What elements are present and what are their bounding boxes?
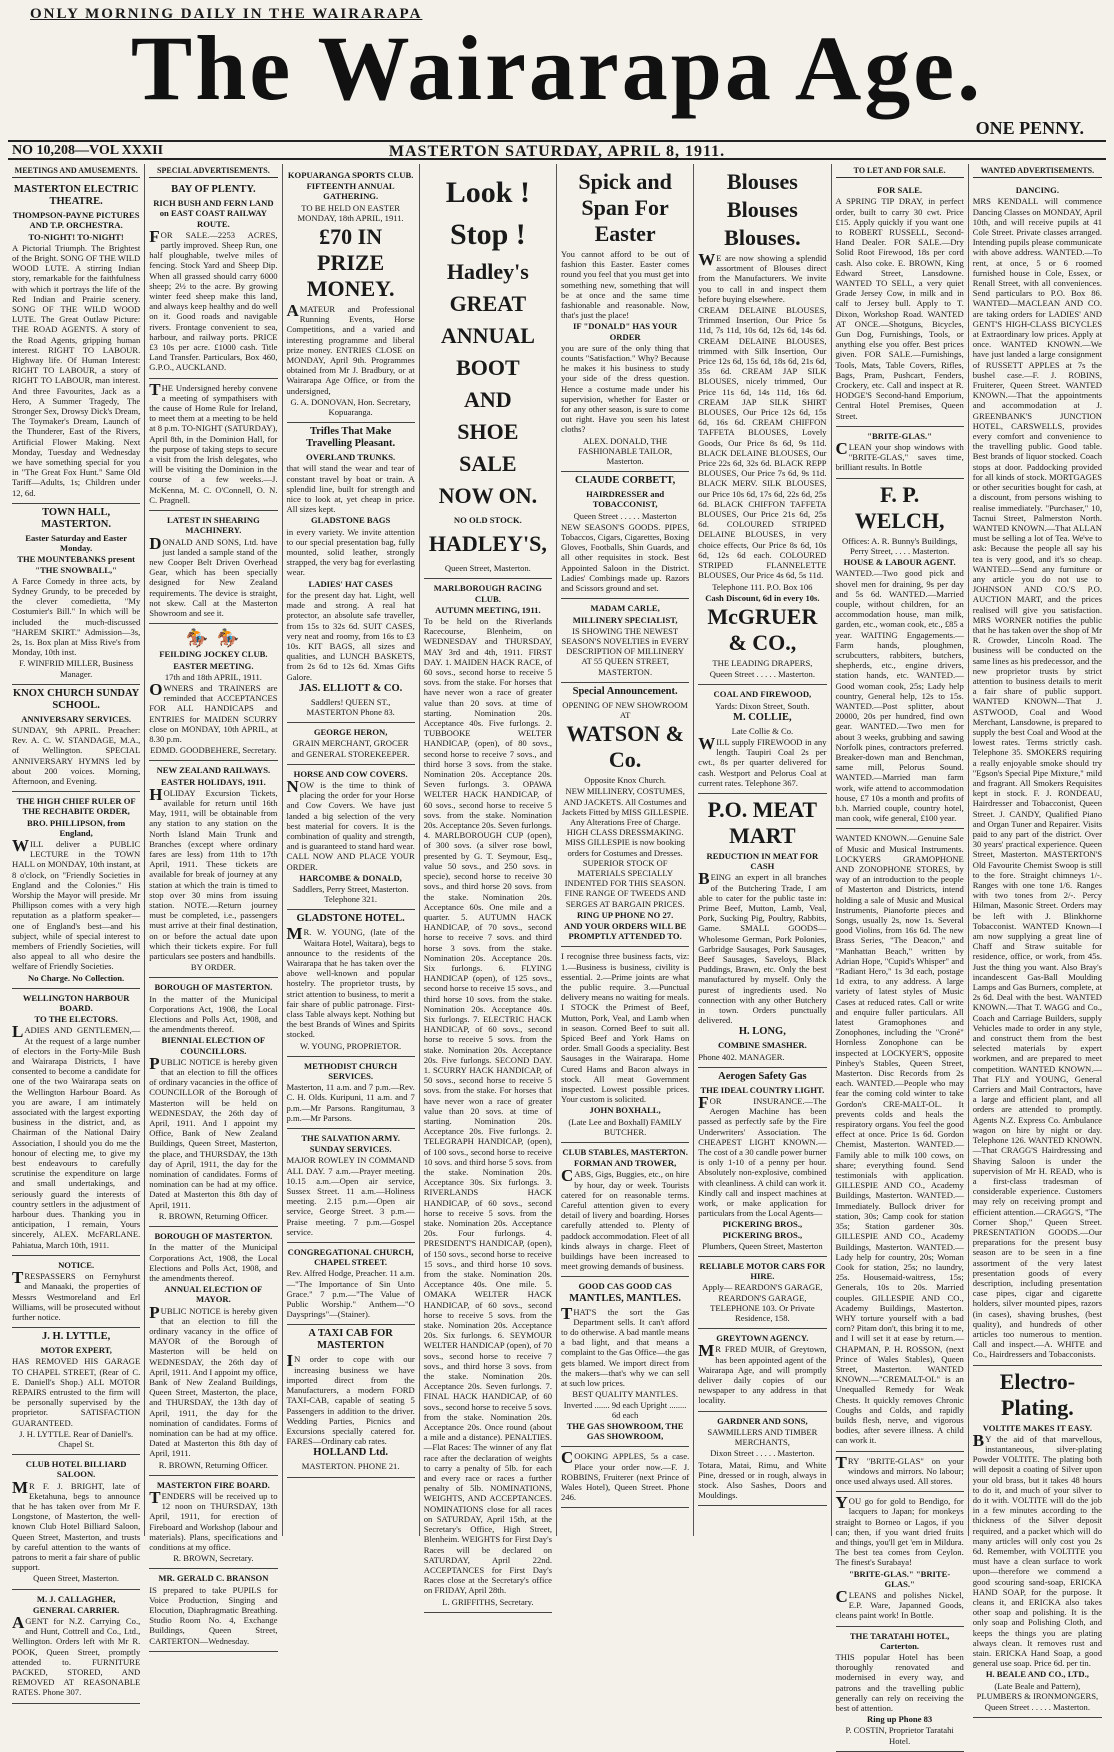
ad-subtitle: BIENNIAL ELECTION OF COUNCILLORS. [161,1035,266,1056]
ad-body: THIS popular Hotel has been thoroughly renovated and modernised in every way, and patrons and the travelling public generally can rely on receiving the best of attention. [835,1652,964,1714]
ad-body: FOR SALE.—2253 ACRES, partly improved. Sheep Run, one half ploughable, twelve miles of fencing. Stock Yard and Sheep Dip. When all grassed should carry 6000 sheep; 2½ to the acre. By growing winter feed sheep make this land, and always keep healthy and do well on it. Good roads and navigable rivers. Frontage convenient to sea, harbour, and railway ports. PRICE £3 10s per acre. £1000 cash. Title Land Transfer. Particulars, Box 460, G.P.O., AUCKLAND. [149,226,278,373]
ad-title: M. J. CALLAGHER, [36,1593,116,1604]
ad-title: HORSE AND COW COVERS. [293,768,408,779]
ad-address: Queen Street . . . . . Masterton. [984,1702,1090,1713]
ad-body: YOU go for gold to Bendigo, for lacquers to Japan; for monkeys straight to Borneo or Lagos, if you can; then, if you want dried fruits and things, you'll get 'em in Mildura. The best tea comes from Ceylon. The finest's Surabaya! [835,1493,964,1568]
ad-taratahi-hotel [836,1627,964,1752]
ad-body: TRESPASSERS on Fernyhurst and Manaaki, the properties of Messrs Westmoreland and Erl Williams, will be prosecuted without further notice. [12,1268,141,1322]
ad-methodist-church [287,1057,415,1129]
ad-title: Blouses [726,169,798,194]
ad-title: FOR SALE. [877,185,923,196]
ad-shearing-machinery [149,511,277,624]
ad-body: To be held on the Riverlands Racecourse, Blenheim, on WEDNESDAY and THURSDAY, MAY 3rd and 4th, 1911. FIRST DAY. 1. MAIDEN HACK RACE, of 60 sovs., second horse to receive 5 sovs. from the stake. For horses that have never won a race of greater value than 20 sovs. at time of starting. Nomination 20s. Acceptance 40s. Five furlongs. 2. TUBBOOKE WELTER HANDICAP, (open), of 80 sovs., second horse to receive 7 sovs., and third horse 3 sovs. from the stake. Nomination 20s. Acceptance 20s. Seven furlongs. 3. OPAWA WELTER HACK HANDICAP, of 60 sovs., second horse to receive 5 sovs. from the stake. Nomination 20s. Acceptance 20s. Seven furlongs. 4. MARLBOROUGH CUP (open), of 300 sovs. (a silver rose bowl, presented by G. T. Seymour, Esq., value 50 sovs., and 250 sovs. in specie), second horse to receive 30 sovs., and third horse 20 sovs. from the stake. Nomination 20s. Acceptance 60s. One mile and a quarter. 5. AUTUMN HACK HANDICAP, of 70 sovs., second horse to receive 7 sovs. and third horse 3 sovs. from the stake. Nomination 20s. Acceptance 20s. Six furlongs. 6. FLYING HANDICAP (open), of 125 sovs., second horse to receive 15 sovs., and third horse 10 sovs. from the stake. Nomination 20s. Acceptance 40s. Six furlongs. 7. ELECTRIC HACK HANDICAP, of 60 sovs., second horse to receive 5 sovs. from the stake. Nomination 20s. Acceptance 20s. Five furlongs. SECOND DAY. 1. SCURRY HACK HANDICAP, of 50 sovs., second horse to receive 5 sovs. from the stake. For horses that have never won a race of greater value than 20 sovs. at time of starting. Nomination 20s. Acceptance 20s. Five furlongs. 2. TELEGRAPH HANDICAP, (open), of 100 sovs., second horse to receive 10 sovs. and third horse 5 sovs. from the stake. Nomination 20s. Acceptance 30s. Six furlongs. 3. RIVERLANDS HACK HANDICAP, of 60 sovs., second horse to receive 5 sovs. from the stake. Nomination 20s. Acceptance 20s. Four furlongs. 4. PRESIDENT'S HANDICAP, (open), of 150 sovs., second horse to receive 15 sovs., and third horse 10 sovs. from the stake. Nomination 20s. Acceptance 40s. One mile. 5. OMAKA WELTER HACK HANDICAP, of 60 sovs., second horse to receive 5 sovs. from the stake. Nomination 20s. Acceptance 20s. Six furlongs. 6. SEYMOUR WELTER HANDICAP (open), of 70 sovs., second horse to receive 7 sovs., and third horse 3 sovs. from the stake. Nomination 20s. Acceptance 20s. Seven furlongs. 7. FINAL HACK HANDICAP, of 60 sovs., second horse to receive 5 sovs. from the stake. Nomination 20s. Acceptance 20s. Once round (about a mile and a distance). PENALTIES.—Flat Races: The winner of any flat race after the declaration of weights to carry a penalty of 5lb. for each and every race or races a further penalty of 5lb. NOMINATIONS, WEIGHTS, AND ACCEPTANCES. NOMINATIONS close for all races on SATURDAY, April 15th, at the Secretary's Office, High Street, Blenheim. WEIGHTS for First Day's Races will be declared on SATURDAY, April 22nd. ACCEPTANCES for First Day's Races close at the Secretary's office on FRIDAY, April 28th. [423,616,552,1596]
ad-brite-glas [836,427,964,479]
ad-signature: THE GAS SHOWROOM, THE GAS SHOWROOM, [566,1420,684,1442]
issue-number: NO 10,208—VOL XXXII [12,143,164,158]
ad-body: WANTED.—Two good pick and shovel men for draining, 9s per day and 5s 6d. WANTED.—Married couple, without children, for an accommodation house, man milk, garden, etc., woman cook, etc., £85 a year. WAITING Engagements.—Farm hands, ploughmen, scrubcutters, rabbiters, butchers, shepherds, etc., engine drivers, station hands, etc. WANTED.—Good woman cook, 25s; Lady help country, General help, 12s to 15s. WANTED.—Post splitter, about 20000, 20s per hundred, find own gear. WANTED.—Two men for about 3 weeks, grubbing and sawing Norfolk pines, contractors preferred. Breaker-down man and Benchman, same mill, Pelorus Sound. WANTED.—Married man farm work, wife attend to accommodation house, £7 10s a month and profits of b.h. Married couple, country hotel, man cook, wife general, £100 year. [835,568,964,824]
ad-body: for the present day hat. Light, well made and strong. A real hat protector, an absolute safe traveller, from 15s to 32s 6d. SUIT CASES, very neat and roomy, from 16s to £3 10s. KIT BAGS, all sizes and qualities, and LUNCH BASKETS, from 2s 6d to 12s 6d. Xmas Gifts Galore. [286,589,415,682]
ad-bendigo-gold [836,1492,964,1626]
headline-look: Look ! [445,176,530,209]
ad-subtitle: (Late Lee and Boxhall) FAMILY BUTCHER. [568,1116,682,1137]
ad-for-sale [836,181,964,427]
ad-body: MR. W. YOUNG, (late of the Waitara Hotel, Waitara), begs to announce to the residents of the Wairarapa that he has taken over the above well-known and popular hostelry. The proprietor trusts, by strict attention to business, to merit a fair share of public patronage. First-class Table always kept. Nothing but the best Brands of Wines and Spirits stocked. [286,924,415,1040]
ad-signature: G. A. DONOVAN, Hon. Secretary, Kopuaranga. [290,396,411,418]
ad-title: METHODIST CHURCH SERVICES. [304,1060,398,1082]
ad-title: GOOD CAS GOOD CAS [578,1281,672,1292]
ad-title: BAY OF PLENTY. [171,184,256,196]
ad-councillor-election [149,978,277,1227]
ad-bay-of-plenty [149,181,277,378]
ad-signature: P. COSTIN, Proprietor Taratahi Hotel. [845,1725,954,1746]
ad-title: MASTERTON ELECTRIC THEATRE. [13,184,139,208]
ad-address: Plumbers, Queen Street, Masterton [702,1240,823,1251]
ad-title: KOPUARANGA SPORTS CLUB. [287,170,414,180]
ad-title: GEORGE HERON, [313,727,388,738]
ad-body: CLEANS and polishes Nickel, E.P. Ware, Japanned Goods, cleans paint work! In Bottle. [835,1587,964,1621]
ad-try-brite-glas [836,1452,964,1493]
ad-title: JAS. ELLIOTT & CO. [298,682,403,694]
ad-subtitle: ANNIVERSARY SERVICES. [21,713,132,724]
ad-subtitle: OVERLAND TRUNKS. [306,452,396,463]
ad-signature: Queen Street, Masterton. [33,1573,120,1584]
ad-body: MAJOR ROWLEY IN COMMAND ALL DAY. 7 a.m.—Prayer meeting. 10.15 a.m.—Open air service, Sussex Street. 11 a.m.—Holiness meeting. 2.15 p.m.—Open air service, George Street. 3 p.m.—Praise meeting. 7 p.m.—Gospel service. [286,1155,415,1237]
ad-subtitle: GLADSTONE BAGS [310,515,391,526]
ad-subtitle: AND YOUR ORDERS WILL BE PROMPTLY ATTENDED TO. [564,920,687,942]
ad-knox-church [12,685,140,792]
ad-subtitle: THE LEADING DRAPERS, [712,657,813,668]
dateline [8,140,1106,160]
ad-coal-firewood [698,685,826,794]
ad-aerogen-gas [698,1068,826,1257]
ad-body: MR F. J. BRIGHT, late of Eketahuna, begs to announce that he has taken over from Mr F. Longstone, of Masterton, the well-known Club Hotel Billiard Saloon, Queen Street, Masterton, and trusts by careful attention to the wants of patrons to merit a fair share of public support. [12,1477,141,1573]
ad-body: LADIES AND GENTLEMEN,— At the request of a large number of electors in the Forty-Mile Bush and Wairarapa Districts, I have consented to become a candidate for one of the two Wairarapa seats on the Wellington Harbour Board. As you are aware, I am intimately associated with the largest exporting business in the district, and, as Chairman of the National Dairy Association, I should you do me the honour of electing me, to give my best endeavours to carefully scrutinise the expenditure on large and small undertakings, and seriously guard the interests of country settlers in the adjustment of harbour dues. Thanking you in anticipation, I remain, Yours sincerely, ALEX. McFARLANE. Pahiatua, March 10th, 1911. [12,1022,141,1250]
ad-title: CONGREGATIONAL CHURCH, CHAPEL STREET. [287,1247,414,1268]
ad-title: GARDNER AND SONS, [717,1415,808,1426]
ad-blouses [698,166,826,685]
ad-subtitle: THE MOUNTEBANKS present "THE SNOWBALL," [17,554,136,575]
ad-address: Queen Street . . . . . Masterton. [709,669,815,680]
ad-body: AGENT for N.Z. Carrying Co., and Hunt, Cottrell and Co., Ltd., Wellington. Orders left with Mr R. POOK, Queen Street, promptly attended to. FURNITURE PACKED, STORED, AND REMOVED AT REASONABLE RATES. Phone 307. [12,1612,141,1698]
ad-body: Masterton, 11 a.m. and 7 p.m.—Rev. C. H. Olds. Kuripuni, 11 a.m. and 7 p.m.—Mr Parsons. Rangitumau, 3 p.m.—Mr Parsons. [286,1082,415,1123]
ad-subtitle: MILLINERY SPECIALIST, [572,614,678,625]
ad-gas-mantles [561,1277,689,1447]
ad-title: THE TARATAHI HOTEL, Carterton. [849,1630,950,1651]
ad-title: PICKERING BROS., PICKERING BROS., [722,1219,803,1240]
column-7 [832,164,969,1746]
ad-subtitle: EASTER HOLIDAYS, 1911. [161,776,266,787]
ad-subtitle: LADIES' HAT CASES [308,578,393,589]
masthead-tagline: ONLY MORNING DAILY IN THE WAIRARAPA [30,6,423,22]
ad-signature: J. H. LYTTLE. Rear of Daniell's. Chapel St. [19,1428,134,1449]
ad-body: in every variety. We invite attention to our special presentation bag, fully mounted, solid leather, strongly strapped, the very bag for everlasting wear. [286,526,415,578]
headline-hadleys-name: HADLEY'S, [428,531,547,557]
ad-title: Spick and Span For Easter [578,169,672,246]
ad-marlborough-racing [424,579,552,1612]
ad-subtitle: THE IDEAL COUNTRY LIGHT. [700,1084,825,1095]
ad-body: COOKING APPLES, 5s a case. Place your order now.—F. J. ROBBINS, Fruiterer (next Prince of Wales Hotel), Queen Street. Phone 246. [561,1448,690,1503]
ad-address: Queen Street . . . . . Masterton [573,510,677,521]
ad-subtitle: TO-NIGHT! TO-NIGHT! [28,231,124,242]
ad-electro-plating [973,1366,1102,1719]
ad-horse-covers [287,765,415,911]
headline-boot: BOOT [456,355,520,380]
ad-body: that will stand the wear and tear of constant travel by boat or train. A splendid line, built for strength and nice to look at, yet cheap in price. All sizes kept. [286,463,415,515]
ad-subtitle: FIFTEENTH ANNUAL GATHERING. [306,181,395,202]
ad-body: SUNDAY, 9th APRIL. Preacher: Rev. A. C. W. STANDAGE, M.A., of Wellington. SPECIAL ANNIVERSARY HYMNS led by about 200 voices. Morning, Afternoon, and Evening. [12,724,141,786]
ad-subtitle: AUTUMN MEETING, 1911. [435,604,541,615]
ad-phone: RING UP PHONE NO 27. [577,909,674,920]
ad-body: IS SHOWING THE NEWEST SEASON'S NOVELTIES in EVERY DESCRIPTION OF MILLINERY AT 55 QUEEN STREET, MASTERTON. [561,625,689,677]
column-heading: WANTED ADVERTISEMENTS. [973,166,1102,178]
ad-town-hall [12,504,140,685]
ad-nz-railways [149,761,277,978]
column-3 [283,164,420,1536]
ad-title: RELIABLE MOTOR CARS FOR HIRE. [699,1261,826,1282]
ad-signature: R. BROWN, Returning Officer. [158,1210,268,1221]
ad-title: BOROUGH OF MASTERTON. [154,982,273,993]
ad-subtitle: THE HIGH CHIEF RULER OF THE RECHABITE ORDER, [16,796,136,817]
ad-body: You cannot afford to be out of fashion this Easter. Easter comes round you feel that you must get into something new, something that will be at once and the same time fashionable and reasonable. Now, that's just the place! [561,249,690,321]
column-5 [557,164,694,1536]
ad-body: IS prepared to take PUPILS for Voice Production, Singing and Elocution, Diaphragmatic Breathing. Studio Room No. 4, Exchange Buildings, Queen Street, CARTERTON—Wednesday. [149,1584,278,1646]
ad-madam-carle [561,599,689,682]
ad-congregational-church [287,1243,415,1325]
ad-body: PUBLIC NOTICE is hereby given that an election to fill the offices of ordinary vacancies in the office of COUNCILLOR of the Borough of Masterton will be held on WEDNESDAY, the 26th day of April, 1911. And I appoint my Office, Bank of New Zealand Buildings, Queen Street, Masterton, the place, and THURSDAY, the 13th day of April, 1911, the day for the nomination of candidates. Forms of nomination can be had at my office. Dated at Masterton this 8th day of April, 1911. [149,1053,278,1210]
ad-address: Offices: A. R. Bunny's Buildings, Perry Street, . . . . Masterton. [841,535,958,556]
ad-title: Blouses. [724,225,801,250]
ad-title: Trifles That Make Travelling Pleasant. [306,426,396,450]
ad-title: MANTLES, MANTLES. [569,1292,681,1304]
ad-body: NEW SEASON'S GOODS. PIPES, Tobaccos, Cigars, Cigarettes, Boxing Gloves, Footballs, Shin Guards, and all other requisites in stock. Best Appointed Saloon in the District. Ladies' Combings made up. Razors and Scissors ground and set. [561,521,690,594]
ad-title: MR. GERALD C. BRANSON [158,1573,269,1584]
ad-taxi-cab [287,1325,415,1477]
column-8 [969,164,1106,1713]
ad-title: MASTERTON FIRE BOARD. [156,1479,270,1490]
ad-body: Totara, Matai, Rimu, and White Pine, dressed or in rough, always in stock. Also Sashes, Doors and Mouldings. [698,1459,827,1501]
ad-branson-pupils [149,1569,277,1651]
ad-subtitle: IF "DONALD" HAS YOUR ORDER [573,321,678,342]
ad-lyttle-motor [12,1328,140,1455]
ad-subtitle: EASTER MEETING. [173,660,254,671]
newspaper-title: The Wairarapa Age. [130,17,984,119]
ad-signature: BY ORDER. [190,962,236,973]
ad-subtitle: RICH BUSH AND FERN LAND on EAST COAST RAILWAY ROUTE. [153,198,274,229]
ad-body: AMATEUR and Professional Running Events, Horse Competitions, and a varied and interesting programme and liberal prize money. ENTRIES CLOSE on MONDAY, April 9th. Programmes obtained from Mr J. Bradbury, or at Wairarapa Age Office, or from the undersigned, [286,301,415,396]
ad-body: WILL supply FIREWOOD in any length. Taupiri Coal 2s per cwt., 8s per quarter delivered for cash. Westport and Pelorus Coal at current rates. Telephone 367. [698,733,827,788]
ad-subtitle: Late Collie & Co. [731,725,794,736]
ad-phone: Ring up Phone 83 [867,1714,933,1725]
ad-title: WELLINGTON HARBOUR BOARD. [22,992,130,1014]
ad-club-hotel-billiards [12,1455,140,1589]
ad-body: THE Undersigned hereby convene a meeting of sympathisers with the cause of Home Rule for Ireland, to meet them at a meeting to be held at 8 p.m. TO-NIGHT (SATURDAY), April 8th, in the Dominion Hall, for the purpose of taking steps to secure a visit from the Irish delegates, who will be visiting the Dominion in the course of a few weeks.—J. McKenna, M. C. O'Connell, O. N. C. Pragnell. [149,379,278,505]
ad-motor-cars-hire [698,1257,826,1329]
ad-title: COAL AND FIREWOOD, [713,689,812,700]
ad-body: FOR INSURANCE.—The Aerogen Machine has been passed as perfectly safe by the Fire Underwriters' Association. The CHEAPEST LIGHT KNOWN.—The cost of a 30 candle power burner is only 1-10 of a penny per hour. Absolutely non-explosive, combined with cleanliness. A child can work it. Kindly call and inspect machines at work, or make application for particulars from the Local Agents— [698,1093,827,1219]
ad-title: CLAUDE CORBETT, [575,475,676,487]
blouse-price-list: CREAM DELAINE BLOUSES, Trimmed Insertion, Our Price 5s 11d, 7s 11d, 10s 6d, 12s 6d, 14s 6d. CREAM DELAINE BLOUSES, trimmed with Silk Insertion, Our Price 12s 6d, 15s 6d, 18s 6d, 21s 6d, 35s 6d. CREAM JAP SILK BLOUSES, nicely trimmed, Our Price 11s 6d, 14s 11d, 16s 6d. CREAM JAP SILK SHIRT BLOUSES, Our Price 12s 6d, 15s 6d, 16s 6d. CREAM CHIFFON TAFFETA BLOUSES, Lovely Goods, Our Price 8s 6d, 9s 11d. BLACK DELAINE BLOUSES, Our Price 22s 6d, 32s 6d. BLACK REPP BLOUSES, Our Price 7s 6d, 9s 11d. BLACK MERV. SILK BLOUSES, our Price 10s 6d, 17s 6d, 22s 6d, 25s 6d. BLACK CHIFFON TAFFETA BLOUSES, Our Price 21s 6d, 25s 6d. COLOURED STRIPED DELAINE BLOUSES, in very choice effects, Our Price 8s 6d, 10s 6d, 12s 6d each. COLOURED STRIPED FLANNELETTE BLOUSES, Our Price 4s 6d, 5s 11d. [698,305,827,581]
ad-title: H. BEALE AND CO., LTD., [985,1669,1089,1680]
ad-body: WANTED KNOWN.—Genuine Sale of Music and Musical Instruments. LOCKYERS GRAMOPHONE AND ZONOPHONE STORES, by way of an introduction to the people of Masterton and Districts, intend holding a sale of Music and Musical Instruments, Pianoforte pieces and Songs, usually 2s, now 1s. Several good Violins, from 16s 6d. The new Brass Series, "The Deacon," and "Manhattan Beach," written by Adrian Hope, "Cupid's Whisper" and "Radiant Hero," 1s 3d each, postage 1d extra, to any address. A large variety of latest styles of Music Cases at reduced rates. Call or write and enquire fuller particulars. All latest Gramophones and Zonophones, including the "Croné" Hornless Zonophone can be inspected at LOCKYER'S, opposite Pinhey's Stables, Queen Street, Masterton. Disc Records from 2s each. WANTED.—People who may fear the coming cold winter to take Gordon's CRE-MALT-OL. It prevents colds and heals the respiratory organs. You feel the good effect at once. Price 1s 6d. Gordon Chemist, Masterton. WANTED.—Family able to milk 100 cows, on share; everything found. Send testimonials with application. GILLESPIE AND CO., Academy Buildings, Masterton. WANTED.—Immediately. Bullock driver for station, 30s; Camp cook for station 35s; Station gardener 30s. GILLESPIE AND CO., Academy Buildings, Masterton. WANTED.—Lady help for country, 20s; Woman Cook for station, 25s; no laundry, 25s. Housemaid-waitress, 15s; Generals, 10s to 20s. Married couples. GILLESPIE AND CO., Academy Buildings, Masterton. WHY torture yourself with a bad corn? Pitam don't, this bring it to me, and I will set it at ease by return.—CHAPMAN, P. H. ROSSON, (next Prince of Wales Stables), Queen Street, Masterton. WANTED KNOWN.—"CREMALT-OL" is an Unequalled Remedy for Weak Chests. It quickly removes Chronic Coughs and Colds, and rapidly builds flesh, nerve, and vigorous bodies, after severe illness. A child can work it. [835,833,964,1446]
ad-body: you are sure of the only thing that counts "Satisfaction." Why? Because he makes it his business to study your side of the dress question. Hence a costume made under his supervision, whether for Easter or for any other season, is sure to come out right. Have you seen his latest cloths? [561,342,690,435]
ad-subtitle: FORMAN AND TROWER, [573,1158,677,1169]
ad-body: CABS, Gigs, Buggies, etc., on hire by hour, day or week. Tourists catered for on reasonable terms. Careful attention given to every detail of livery and boarding. Horses carefully attended to. Plenty of paddock accommodation. Fleet of all kinds always in charge. Fleet of buildings have been increased to meet growing demands of business. [561,1166,690,1272]
ad-title: GREYTOWN AGENCY. [716,1333,809,1344]
ad-body: In the matter of the Municipal Corporations Act, 1908, the Local Elections and Polls Act, 1908, and the amendments thereof. [149,993,278,1035]
ad-mayor-election [149,1227,277,1476]
ad-body: In the matter of the Municipal Corporations Act, 1908, the Local Elections and Polls Act, 1908, and the amendments thereof. [149,1242,278,1283]
ad-body: PUBLIC NOTICE is hereby given that an election to fill the ordinary vacancy in the office of MAYOR of the Borough of Masterton will be held on WEDNESDAY, the 26th day of April, 1911. And I appoint my office, Bank of New Zealand Buildings, Queen Street, Masterton, the place, and THURSDAY, the 13th day of April, 1911, the day for the nomination of candidates. Forms of nomination can be had at my office. Dated at Masterton this 8th day of April, 1911. [149,1302,278,1459]
ad-subtitle: Cash Discount, 6d in every 10s. [705,592,820,603]
ad-title: KNOX CHURCH SUNDAY SCHOOL. [13,687,140,711]
ad-title: M. COLLIE, [733,711,792,723]
ad-kopuaranga-sports [287,166,415,423]
ad-address: Queen Street, Masterton. [444,563,531,574]
ad-subtitle: SAWMILLERS AND TIMBER MERCHANTS, [707,1426,818,1448]
ad-body: MR FRED MUIR, of Greytown, has been appointed agent of the Wairarapa Age, and will promptly deliver daily copies of our newspaper to any address in that locality. [698,1341,827,1406]
ad-signature: F. WINFRID MILLER, Business Manager. [19,658,134,679]
ad-rechabite-lecture [12,792,140,989]
ad-subtitle: SUNDAY SERVICES. [309,1144,392,1155]
ad-title: TOWN HALL, MASTERTON. [41,506,111,530]
ad-signature: R. BROWN, Secretary. [173,1553,254,1564]
ad-address: Saddlers, Perry Street, Masterton. Telephone 321. [292,883,409,905]
ad-title: Aerogen Safety Gas [718,1070,807,1082]
watson-name: WATSON & Co. [566,721,684,773]
ad-club-stables [561,1143,689,1277]
ad-footer: Phone 402. MANAGER. [698,1051,785,1062]
ad-electric-theatre [12,181,140,504]
ad-subtitle: HOUSE & LABOUR AGENT. [843,557,956,568]
ad-subtitle: Easter Saturday and Easter Monday. [25,532,128,554]
ad-body: CLEAN your shop windows with "BRITE-GLAS," saves time, brilliant results. In Bottle [835,439,964,473]
ad-home-rule-meeting [149,379,277,511]
ad-watson-showroom [561,683,689,948]
ad-title: NEW ZEALAND RAILWAYS. [156,765,271,776]
ad-fire-board [149,1476,277,1570]
ad-signature: W. YOUNG, PROPRIETOR. [300,1040,402,1051]
ad-title: McGRUER & CO., [707,603,818,655]
ad-title: Blouses [726,197,798,222]
ad-title: HOLLAND Ltd. [313,1447,388,1459]
ad-gladstone-hotel [287,910,415,1056]
ad-george-heron [287,723,415,765]
column-heading: TO LET AND FOR SALE. [836,166,964,178]
column-heading: SPECIAL ADVERTISEMENTS. [149,166,277,178]
ad-title: CLUB HOTEL BILLIARD SALOON. [25,1459,127,1480]
headline-great: GREAT [449,291,527,316]
column-6 [694,164,831,1536]
ad-subtitle: THOMPSON-PAYNE PICTURES AND T.P. ORCHESTRA. [12,210,140,231]
ad-body: GRAIN MERCHANT, GROCER and GENERAL STOREKEEPER. [291,738,410,759]
ad-wanted-known-list [836,829,964,1451]
ad-signature: EDMD. GOODBEHERE, Secretary. [150,745,277,756]
column-4 [420,164,557,1607]
ad-cooking-apples [561,1447,689,1508]
headline-now-on: NOW ON. [438,483,538,508]
ad-subtitle: HAIRDRESSER and TOBACCONIST, [586,489,665,510]
columns [8,164,1106,1746]
ad-welch-agent [836,479,964,830]
ad-body: WE are now showing a splendid assortment of Blouses direct from the Manufacturers. We invite you to call in and inspect them before buying elsewhere. [698,250,827,304]
ad-body: Apply— REARDON'S GARAGE, REARDON'S GARAGE, TELEPHONE 103. Or Private Residence, 158. [702,1282,823,1324]
ad-signature: R. BROWN, Returning Officer. [158,1459,268,1470]
ad-body: TENDERS will be received up to 12 noon on THURSDAY, 13th April, 1911, for erection of Fireboard and Workshop (labour and materials). Plans, specifications and conditions at my office. [149,1487,278,1552]
ad-body: NOW is the time to think of placing the order for your Horse and Cow Covers. We have just landed a big selection of the very best material for covers. It is the combination of quality and strength, and is guaranteed to stand hard wear. CALL NOW AND PLACE YOUR ORDER. [286,776,415,872]
ad-footer: No Charge. No Collection. [28,972,125,983]
ad-address: Opposite Knox Church. [584,775,667,786]
ad-body: OPENING OF NEW SHOWROOM AT [562,699,688,720]
ad-body: OWNERS and TRAINERS are reminded that ACCEPTANCES FOR ALL HANDICAPS and ENTRIES for MAIDEN SCURRY close on MONDAY, 10th APRIL, at 8.30 p.m. [149,679,278,744]
ad-signature: L. GRIFFITHS, Secretary. [442,1596,534,1607]
ad-wanted-list [973,181,1102,1365]
ad-title: GLADSTONE HOTEL. [296,913,405,925]
ad-body: Rev. Alfred Hodge, Preacher. 11 a.m.—"The Importance of Sin Unto Grace." 7 p.m.—"The Value of Public Worship." Anthem—"O Daysprings"—(Stainer). [286,1268,415,1320]
ad-title: MARLBOROUGH RACING CLUB. [433,583,542,604]
ad-subtitle: NO OLD STOCK. [453,515,522,525]
ad-body: WILL deliver a PUBLIC LECTURE in the TOWN HALL on MONDAY, 10th instant, at 8 o'clock, on "Friendly Societies in England and the Colonies." His Worship the Mayor will preside. Mr Phillipson comes with a very high reputation as a platform speaker—one of England's best—and his subject, while of special interest to members of Friendly Societies, will also appeal to all who desire the welfare of Friendly Societies. [12,835,141,972]
ad-address: MASTERTON. PHONE 21. [301,1461,400,1472]
ad-body: THAT'S the sort the Gas Department sells. It can't afford to do otherwise. A bad mantle means a bad light, and that means a complaint to the Gas Office—the gas gets blamed. We import direct from the makers—that's why we can sell at such low prices. [561,1303,690,1389]
ad-title: NOTICE. [58,1259,95,1270]
ad-body: BY the aid of that marvellous, instantaneous, silver-plating Powder VOLTITE. The plating both will deposit a coating of Silver upon your old brass, but it takes 48 hours to do it, and much of your silver to do it with. VOLTITE will do the job in a few minutes according to the thickness of the Silver deposit required, and a packet which will do many articles will only cost you 2s 6d. Remember, with VOLTITE you must have a clean surface to work upon—therefore we commend a good scouring sand-soap, ERICKA HAND SOAP, for the purpose. It cleans it, and ERICKA also takes other soap and polishing. It is the only soap and Polishing Cloth, and keeps the things you are plating always clean. It removes rust and stain. ERICKA Hand Soap, a good general use soap. Price 6d. per tin. [972,1430,1102,1669]
ad-subtitle: ANNUAL ELECTION OF MAYOR. [164,1284,263,1305]
column-2 [145,164,282,1646]
ad-feilding-jockey-club [149,624,277,761]
ad-dates: 17th and 18th APRIL, 1911. [164,671,262,682]
racehorse-illustration: 🏇 🏇 [185,628,242,649]
ad-subtitle: MOTOR EXPERT, [40,1345,112,1356]
ad-subtitle: TO THE ELECTORS. [34,1014,118,1025]
headline-annual: ANNUAL [440,323,535,348]
ad-date: TO BE HELD ON EASTER MONDAY, 18th APRIL, 1911. [297,202,404,223]
ad-prices: BEST QUALITY MANTLES. Inverted ....... 9d each Upright ........ 6d each [563,1389,687,1420]
headline-and: AND [464,387,512,412]
ad-harbour-board [12,989,140,1256]
ad-title: Electro-Plating. [999,1368,1076,1420]
column-1 [8,164,145,1698]
ad-address: Yards: Dixon Street, South. [715,700,810,711]
ad-claude-corbett [561,472,689,599]
ad-title: THE SALVATION ARMY. [301,1133,400,1144]
ad-title: Special Announcement. [572,685,678,697]
ad-title: F. P. WELCH, [854,481,945,533]
ad-body: NEW MILLINERY, COSTUMES, AND JACKETS. All Costumes and Jackets Fitted by MISS GILLESPIE. Any Alterations Free of Charge. HIGH CLASS DRESSMAKING. MISS GILLESPIE is now booking orders for Costumes and Dresses. SUPERIOR STOCK OF MATERIALS SPECIALLY INDENTED FOR THIS SEASON. FINE RANGE OF TWEEDS AND SERGES AT BARGAIN PRICES. [561,786,689,909]
ad-po-meat-mart [698,794,826,1068]
ad-title: BOROUGH OF MASTERTON. [154,1231,273,1242]
ad-title: "BRITE-GLAS." "BRITE-GLAS." [849,1568,951,1589]
ad-address: Saddlers! QUEEN ST., MASTERTON Phone 83. [306,696,395,717]
ad-subtitle: VOLTITE MAKES IT EASY. [982,1422,1093,1433]
ad-body: TRY "BRITE-GLAS" on your windows and mirrors. No labour; once used always used. All stores. [835,1452,964,1486]
prize-money: £70 IN PRIZE MONEY. [306,224,395,302]
ad-subtitle: COMBINE SMASHER. [717,1040,807,1051]
column-heading: MEETINGS AND AMUSEMENTS. [12,166,140,178]
ad-body: A SPRING TIP DRAY, in perfect order, built to carry 30 cwt. Price £15. Apply quickly if you want one to ROBERT RUSSELL, Second-Hand Dealer. FOR SALE.—Dry Solid Root Firewood, 18s per cord cash. Also coke. E. BROWN, King Edward Street, Lansdowne. WANTED TO SELL, a very quiet Grade Jersey Cow, in milk and in calf to Jersey bull. Apply to T. Dixon, Workshop Road. WANTED AT ONCE.—Shotguns, Bicycles, Gun Dog, Furnishings, Tools, or anything else you offer. Best prices given. FOR SALE.—Furnishings, Tools, Mats, Table Covers, Rifles, Bags, Pram, Pushcart, Fenders, Crockery, etc. Call and inspect at R. HODGE'S Second-hand Emporium, Central Hotel Premises, Queen Street. [835,196,964,421]
ad-title: H. LONG, [738,1026,786,1038]
headline-stop: Stop ! [449,218,526,251]
ad-title: CLUB STABLES, MASTERTON. [562,1147,688,1158]
ad-body: I recognise three business facts, viz: 1.—Business is business, civility is essential. 2.—Prime joints are what the public require. 3.—Punctual delivery means no waiting for meals. I STOCK the Primest of Beef, Mutton, Pork, Veal, and Lamb when in season. Corned Beef to suit all. Spiced Beef and York Hams on order. Small Goods a speciality. Best Sausages in the Wairarapa. Home Cured Hams and Bacon always in stock. All meat Government inspected. Lowest possible prices. Your custom is solicited. [561,951,690,1105]
ad-subtitle: (Late Beale and Pattern), PLUMBERS & IRONMONGERS, [976,1680,1099,1701]
ad-body: HOLIDAY Excursion Tickets, available for return until 16th May, 1911, will be obtainable from any station to any station on the North Island Main Trunk and Branches (except where ordinary fares are less) from 11th to 17th April, 1911. These tickets are available for break of journey at any station at which the train is timed to stop over 30 mins from issuing station. NOTE.—Return journey must be completed, i.e., passengers must arrive at their final destination, on or before the actual date upon which their tickets expire. For full particulars see posters and handbills. [149,784,278,962]
ad-trespass-notice [12,1256,140,1328]
ad-title: P.O. MEAT MART [707,796,818,848]
ad-title: FEILDING JOCKEY CLUB. [159,649,268,660]
ad-body: HAS REMOVED HIS GARAGE TO CHAPEL STREET, (Rear of C. E. Daniell's Shop.) ALL MOTOR REPAIRS entrusted to the firm will be personally supervised by the proprietor. SATISFACTION GUARANTEED. [12,1356,141,1428]
ad-body: DONALD AND SONS, Ltd. have just landed a sample stand of the new Cooper Belt Driven Overhead Gear, which has been specially designed for New Zealand requirements. The device is straight, not skew. Call at the Masterton Showroom and see it. [149,533,278,618]
ad-gardner-sawmillers [698,1412,826,1507]
ad-phone: Telephone 111. P.O. Box 106 [712,581,813,592]
price: ONE PENNY. [975,118,1084,138]
ad-body: IN order to cope with our increasing business we have imported direct from the Manufacturers, a modern FORD TAXI-CAB, capable of seating 5 Passengers in addition to the driver. Wedding Parties, Picnics and Excursions specially catered for. FARES—Ordinary cab rates. [286,1351,415,1447]
ad-boxhall-butcher [561,947,689,1143]
ad-title: J. H. LYTTLE, [42,1331,111,1343]
ad-travel-goods [287,423,415,723]
ad-body: MRS KENDALL will commence Dancing Classes on MONDAY, April 10th, and will receive pupils at 41 Cole Street. Private classes arranged. Intending pupils please communicate with above address. WANTED.—To rent, at once, 5 or 6 roomed furnished house in Cole, Essex, or Renall Street, with all conveniences. Send particulars to P.O. Box 86. WANTED—MACLEAN AND CO. are taking orders for LADIES' AND GENT'S HIGH-CLASS BICYCLES at Extraordinary low prices. Apply at once. WANTED KNOWN.—We have just landed a large consignment of RUSSETT APPLES at 7s the bushel case.—F. J. ROBINS, Fruiterer, Queen Street. WANTED KNOWN.—That the appointments and accommodation at J. GREENBANK'S JUNCTION HOTEL, CARSWELLS, provides every comfort and convenience to the travelling public. Good table. Best brands of liquor stocked. Coach stops at door. Paddocking provided for all kinds of stock. MORTGAGES or other securities bought for cash, at a discount, from persons wishing to realise immediately. "Purchaser," 10, Tacnui Street, Palmerston North. WANTED KNOWN.—That ALLAN must be selling a lot of Tea. We've to ask: Because the people all say his tea is very good, and it's so cheap. WANTED.—Send any furniture or any article you do not use to JOHNSON AND CO.'S P.O. AUCTION MART, and the prices realised will give you satisfaction. MRS WORNER notifies the public that he has taken over the shop of Mr R. Crowder, Lincoln Road. The business will be conducted on the same lines as his predecessor, and the new proprietor trusts by strict attention to business details to merit a fair share of public support. WANTED KNOWN—That J. ASTWOOD, Coal and Wood Merchant, Lansdowne, is prepared to supply the best Coal and Wood at the lowest rates. Terms strictly cash. Telephone 35. SMOKERS requiring a really enjoyable smoke should try "Egson's Special Pipe Mixture," mild and fragrant. All Smokers Requisites kept in stock. F. J. RONDEAU, Hairdresser and Tobacconist, Queen Street. J. CANDY, Qualified Piano and Organ Tuner and Repairer. Visits paid to any part of the district. Over 30 years' practical experience. Queen Street, Masterton. MASTERTON'S Old Favourite Chemist Swoop is still to the fore. Straight chimneys 1/-. Ranges with one tone 1/6. Ranges with two tones from 2/-. Percy Hilman, Masonic Street. Orders may be left with J. Blinkhorne Tobacconist. WANTED Known—I am now supplying a great line of Chaff and Straw suitable for residence, office, or work, from 45s. Just the thing you want. Also Bray's incandescent Gas-Ball Moulding Lamps and Gas Burners, complete, at 2s 6d. Deal with the best. WANTED KNOWN.—That T. WAGG and Co., Coach and Carriage Builders, supply Vehicles made to order in any style, and construct them from the best selected materials by expert workmen, and are prepared to meet competition. WANTED KNOWN.—That FLY and YOUNG, General Carriers and Mail Contractors, have a large and efficient plant, and all orders are attended to promptly. Agents N.Z. Express Co. Ambulance wagon on hire by night or day. Telephone 126. WANTED KNOWN.—That CRAGG'S Hairdressing and Shaving Saloon is under the supervision of Mr H. READ, who is a first-class tradesman of considerable experience. Customers may rely on receiving prompt and efficient attention.—CRAGG'S, "The Corner Shop," Queen Street. PRESENTATION GOODS.—Our preparations for the present busy season are to be seen in a fine assortment of the very latest presentation goods of every description, including presentation case pipes, cigar and cigarette holders, silver mounted pipes, razors (in cases), shaving brushes, (best quality), and hundreds of other articles too numerous to mention. Call and inspect.—A. WHITE and Co., Hairdressers and Tobacconists. [972,196,1102,1360]
ad-callagher-carrier [12,1590,140,1704]
ad-greytown-agency [698,1329,826,1411]
headline-sale: SALE [459,451,517,476]
masthead [0,0,1114,140]
ad-subtitle: REDUCTION IN MEAT FOR CASH [706,850,819,872]
ad-title: LATEST IN SHEARING MACHINERY. [166,515,260,536]
headline-hadleys: Hadley's [446,259,529,284]
ad-spick-and-span [561,166,689,472]
ad-title: DANCING. [1015,185,1059,196]
ad-body: A Farce Comedy in three acts, by Sydney Grundy, to be preceded by the clever comedietta, "My Costumier's Bill." In which will be included the much-discussed "HAREM SKIRT." Admission—3s, 2s, 1s. Box plan at Miss Rive's from Monday, 10th inst. [12,575,141,658]
ad-title: JOHN BOXHALL, [589,1105,661,1116]
ad-address: Dixon Street . . . . . Masterton. [710,1448,815,1459]
ad-title: A TAXI CAB FOR MASTERTON [308,1328,393,1352]
ad-hadleys-boot-sale [424,166,552,579]
ad-subtitle: GENERAL CARRIER. [32,1604,120,1615]
ad-body: BEING an expert in all branches of the Butchering Trade, I am able to cater for the public taste in: Prime Beef, Mutton, Lamb, Veal, Pork, Sucking Pig, Poultry, Rabbits, Game. SMALL GOODS— Wholesome German, Pork Polonies, Garbridge Sausages, Pork Sausages, Beef Sausages, Saveloys, Black Puddings, Brawn, etc. Only the best manufactured by myself. Only the purest of ingredients used. No connection with any other Butchery in town. Orders punctually delivered. [698,869,827,1026]
ad-title: "BRITE-GLAS." [867,430,932,441]
headline-shoe: SHOE [457,419,519,444]
ad-subtitle: BRO. PHILLIPSON, from England, [27,817,126,838]
ad-title: HARCOMBE & DONALD, [299,872,402,883]
ad-title: MADAM CARLE, [590,603,660,614]
issue-date: MASTERTON SATURDAY, APRIL 8, 1911. [388,143,726,160]
ad-body: A Pictorial Triumph. The Brightest of the Bright. SONG OF THE WILD WOOD LUTE. A stirring Indian story, remarkable for the faithfulness with which it portrays the life of the Red Indian and Prairie scenery. SONG OF THE WILD WOOD LUTE. The Great Outlaw Picture: THE ROAD AGENTS. A story of the Road Agents, gripping human interest. RIGHT TO LABOUR. Highway life. Of Human Interest: RIGHT TO LABOUR, a story of RIGHT TO LABOUR, man interest. And three Favourites, Jack as a Hero, A Summer Tragedy, The Stronger Sex, Drowsy Dick's Dream, The Toymaker's Dream, Launch of the Thunderer, East of the Rivers, Artificial Flower Making. Next Monday, Tuesday and Wednesday we have something special for you in "The Great Fox Hunt." Same Old Tariff—Adults, 1s; Children under 12, 6d. [12,242,141,498]
ad-salvation-army [287,1129,415,1243]
ad-signature: ALEX. DONALD, THE FASHIONABLE TAILOR, Masterton. [578,435,673,467]
